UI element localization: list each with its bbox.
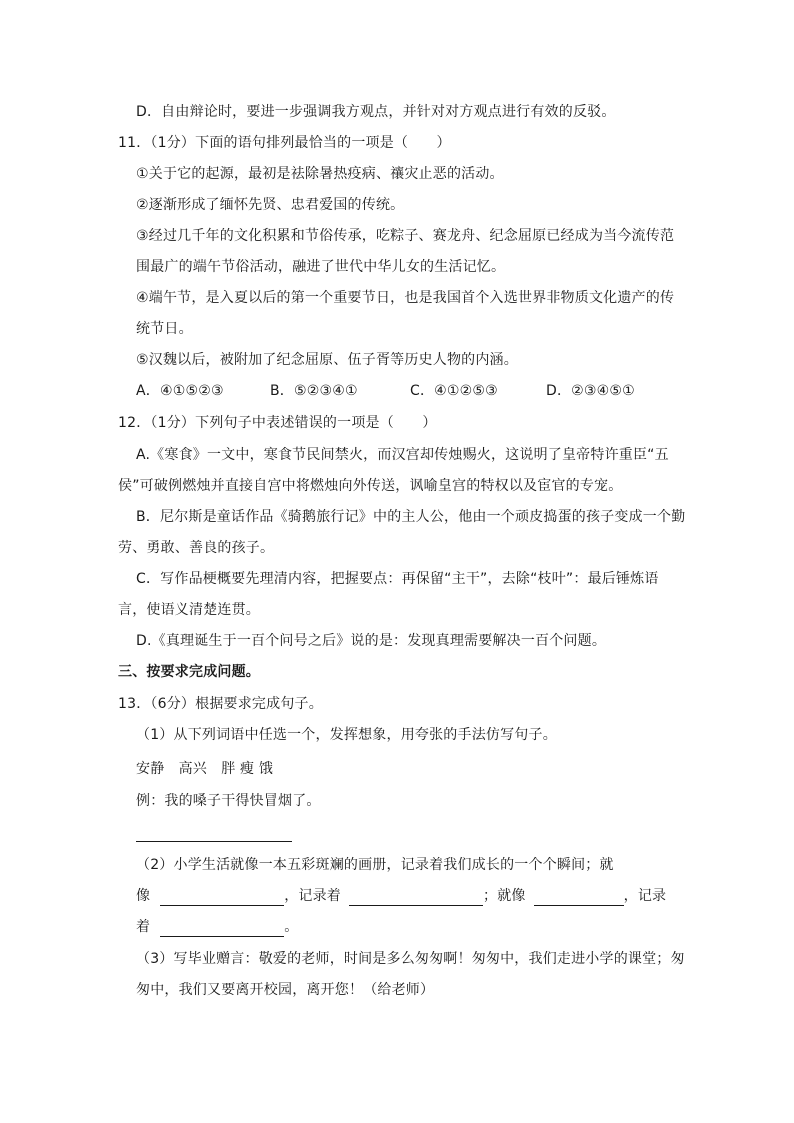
q11-sentence-3-line2: 围最广的端午节俗活动，融进了世代中华儿女的生活记忆。	[136, 259, 506, 275]
answer-blank-5[interactable]	[160, 920, 284, 937]
answer-blank-4[interactable]	[534, 889, 624, 906]
answer-blank-3[interactable]	[349, 889, 483, 906]
q13-part3-line1: （3）写毕业赠言：敬爱的老师，时间是多么匆匆啊！匆匆中，我们走进小学的课堂；匆	[136, 951, 685, 967]
q10-option-d: D．自由辩论时，要进一步强调我方观点，并针对对方观点进行有效的反驳。	[136, 104, 616, 120]
section-3-heading: 三、按要求完成问题。	[118, 664, 260, 680]
q13-part2-text-d: ，记录	[623, 888, 667, 904]
q12-option-c-line1: C．写作品梗概要先理清内容，把握要点：再保留“主干”，去除“枝叶”：最后锤炼语	[136, 571, 659, 587]
q13-part2-text-c: ；就像	[483, 888, 526, 904]
q13-part1-prompt: （1）从下列词语中任选一个，发挥想象，用夸张的手法仿写句子。	[136, 727, 557, 743]
answer-blank-1[interactable]	[136, 825, 292, 842]
q12-option-a-line2: 侯”可破例燃烛并直接自宫中将燃烛向外传送，讽喻皇宫的特权以及宦官的专宠。	[118, 478, 623, 494]
q13-part2-line1: （2）小学生活就像一本五彩斑斓的画册，记录着我们成长的一个个瞬间；就	[136, 857, 614, 873]
q11-options	[136, 381, 635, 401]
q13-stem: 13．（6分）根据要求完成句子。	[118, 696, 323, 712]
q11-sentence-5: ⑤汉魏以后，被附加了纪念屈原、伍子胥等历史人物的内涵。	[136, 352, 518, 368]
q11-sentence-3-line1: ③经过几千年的文化积累和节俗传承，吃粽子、赛龙舟、纪念屈原已经成为当今流传范	[136, 228, 675, 244]
q13-example: 例：我的嗓子干得快冒烟了。	[136, 793, 321, 809]
q11-option-c[interactable]: C．④①②⑤③	[410, 383, 498, 399]
q12-option-d: D.《真理诞生于一百个问号之后》说的是：发现真理需要解决一百个问题。	[136, 633, 607, 649]
q13-part2-text-a: 像	[136, 888, 151, 904]
q13-part2-text-f: 。	[284, 919, 299, 935]
q11-stem: 11．（1分）下面的语句排列最恰当的一项是（ ）	[118, 135, 451, 151]
q12-option-c-line2: 言，使语义清楚连贯。	[118, 602, 260, 618]
q13-part2-text-b: ，记录着	[284, 888, 342, 904]
q11-sentence-1: ①关于它的起源，最初是祛除暑热疫病、禳灾止恶的活动。	[136, 166, 504, 182]
q12-stem: 12．（1分）下列句子中表述错误的一项是（ ）	[118, 415, 437, 431]
q13-part2-line3	[136, 917, 298, 937]
q11-sentence-4-line2: 统节日。	[136, 321, 193, 337]
q12-option-b-line1: B．尼尔斯是童话作品《骑鹅旅行记》中的主人公，他由一个顽皮捣蛋的孩子变成一个勤	[136, 509, 686, 525]
q13-part1-answer[interactable]	[136, 822, 292, 842]
q11-option-d[interactable]: D．②③④⑤①	[546, 383, 635, 399]
q13-part3-line2: 匆中，我们又要离开校园，离开您！（给老师）	[136, 982, 435, 998]
answer-blank-2[interactable]	[160, 889, 284, 906]
q12-option-b-line2: 劳、勇敢、善良的孩子。	[118, 540, 275, 556]
q13-part2-line2	[136, 886, 666, 906]
q11-sentence-2: ②逐渐形成了缅怀先贤、忠君爱国的传统。	[136, 197, 405, 213]
q11-option-a[interactable]: A．④①⑤②③	[136, 383, 224, 399]
q12-option-a-line1: A.《寒食》一文中，寒食节民间禁火，而汉宫却传烛赐火，这说明了皇帝特许重臣“五	[136, 447, 669, 463]
q13-word-list: 安静 高兴 胖 瘦 饿	[136, 761, 274, 777]
q11-sentence-4-line1: ④端午节，是入夏以后的第一个重要节日，也是我国首个入选世界非物质文化遗产的传	[136, 290, 675, 306]
q13-part2-text-e: 着	[136, 919, 151, 935]
q11-option-b[interactable]: B．⑤②③④①	[270, 383, 358, 399]
